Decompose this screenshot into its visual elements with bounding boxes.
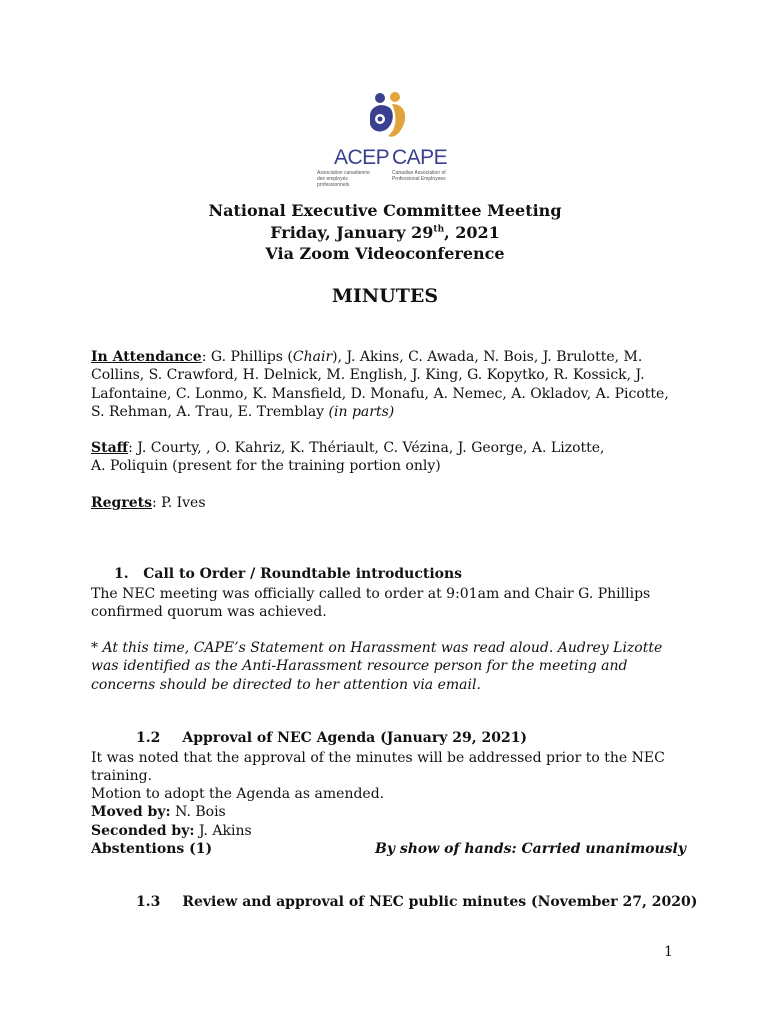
seconded-by: Seconded by: J. Akins	[91, 822, 252, 839]
logo-cape-text: CAPE	[392, 146, 448, 169]
logo-acep-text: ACEP	[334, 146, 390, 169]
logo-subtitle-en: Canadian Association of Professional Employees	[392, 170, 446, 182]
harassment-note: * At this time, CAPE’s Statement on Harassment was read aloud. Audrey Lizotte was identified as the Anti-Harassment resource person for the meeting and concerns should be directed to her attention via email.	[91, 640, 663, 693]
moved-by: Moved by: N. Bois	[91, 804, 226, 821]
staff-label: Staff	[91, 440, 129, 456]
meeting-title: National Executive Committee Meeting	[208, 201, 562, 220]
motion-block	[91, 785, 686, 858]
attendance-label: In Attendance	[91, 349, 202, 365]
regrets-label: Regrets	[91, 495, 152, 511]
logo-figures-icon	[362, 92, 412, 142]
logo-subtitle-fr: Association canadienne des employés professionnels	[317, 170, 370, 188]
document-title: MINUTES	[331, 285, 439, 307]
meeting-header	[0, 200, 770, 265]
vote-row	[91, 840, 686, 858]
acep-cape-logo	[312, 92, 460, 187]
motion-text: Motion to adopt the Agenda as amended.	[91, 786, 385, 802]
page-number: 1	[664, 944, 673, 960]
meeting-date: Friday, January 29th, 2021	[270, 222, 500, 242]
abstentions: Abstentions (1)	[91, 840, 213, 857]
attendance-paragraph: In Attendance: G. Phillips (Chair), J. Akins, C. Awada, N. Bois, J. Brulotte, M. Collins, S. Crawford, H. Delnick, M. English, J. King, G. Kopytko, R. Kossick, J. Lafontaine, C. Lonmo, K. Mansfield, D. Monafu, A. Nemec, A. Okladov, A. Picotte, S. Rehman, A. Trau, E. Tremblay (in parts)	[91, 349, 669, 420]
section-1-body: The NEC meeting was officially called to order at 9:01am and Chair G. Phillips confirmed quorum was achieved.	[91, 586, 651, 621]
section-1-2-body: It was noted that the approval of the minutes will be addressed prior to the NEC training.	[91, 750, 665, 785]
vote-result: By show of hands: Carried unanimously	[375, 840, 686, 857]
section-1-2-heading: 1.2 Approval of NEC Agenda (January 29, 2021)	[136, 730, 528, 746]
regrets-paragraph: Regrets: P. Ives	[91, 495, 206, 511]
section-1-3-heading: 1.3 Review and approval of NEC public minutes (November 27, 2020)	[136, 894, 698, 910]
section-1-heading: 1. Call to Order / Roundtable introductions	[114, 566, 463, 582]
staff-paragraph: Staff: J. Courty, , O. Kahriz, K. Thériault, C. Vézina, J. George, A. Lizotte, A. Poliquin (present for the training portion only)	[91, 440, 605, 475]
meeting-venue: Via Zoom Videoconference	[265, 244, 505, 263]
